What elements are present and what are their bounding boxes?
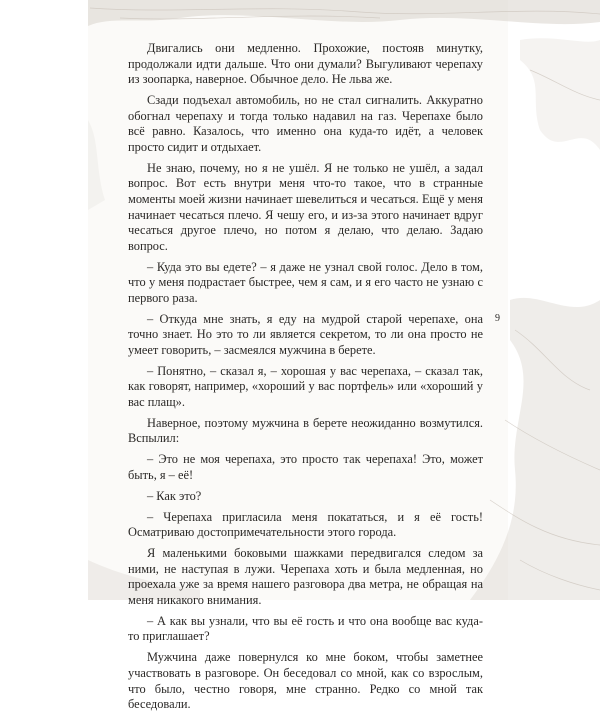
paragraph: – А как вы узнали, что вы её гость и что она вообще вас куда-то приглашает?	[128, 613, 483, 644]
paragraph: Я маленькими боковыми шажками передвигался следом за ними, не наступая в лужи. Черепаха хоть и была медленная, но проехала уже за время нашего разговора два метра, не обращая на меня никакого внимания.	[128, 546, 483, 607]
paragraph: – Куда это вы едете? – я даже не узнал свой голос. Дело в том, что у меня подрастает быстрее, чем я сам, и я его часто не узнаю с первого раза.	[128, 259, 483, 305]
paragraph: – Как это?	[147, 488, 202, 503]
paragraph: Мужчина даже повернулся ко мне боком, чтобы заметнее участвовать в разговоре. Он беседовал со мной, как со взрослым, что было, честно говоря, мне странно. Редко со мной так беседовали.	[128, 650, 483, 712]
paragraph: – Понятно, – сказал я, – хорошая у вас черепаха, – сказал так, как говорят, например, «хороший у вас портфель» или «хороший у вас плащ».	[128, 363, 483, 409]
paragraph: Двигались они медленно. Прохожие, постояв минутку, продолжали идти дальше. Что они думали? Выгуливают черепаху из зоопарка, наверное. Обычное дело. Не льва же.	[128, 41, 483, 87]
paragraph: Наверное, поэтому мужчина в берете неожиданно возмутился. Вспылил:	[128, 415, 483, 446]
text-column	[128, 41, 483, 718]
paragraph: – Черепаха пригласила меня покататься, и я её гость! Осматриваю достопримечательности этого города.	[128, 509, 483, 540]
paragraph: – Откуда мне знать, я еду на мудрой старой черепахе, она точно знает. Но это то ли является секретом, то ли она просто не умеет говорить, – засмеялся мужчина в берете.	[128, 311, 483, 357]
paragraph: Сзади подъехал автомобиль, но не стал сигналить. Аккуратно обогнал черепаху и тогда только надавил на газ. Черепахе было всё равно. Казалось, что именно она куда-то идёт, а человек просто сидит и отдыхает.	[128, 93, 483, 154]
paragraph: Не знаю, почему, но я не ушёл. Я не только не ушёл, а задал вопрос. Вот есть внутри меня что-то такое, что в странные моменты моей жизни начинает шевелиться и чесаться. Ещё у меня начинает чесаться плечо. Я чешу его, и из-за этого начинает вдруг чесаться другое плечо, но потом я делаю, что делаю. Задаю вопрос.	[128, 160, 483, 253]
paragraph: – Это не моя черепаха, это просто так черепаха! Это, может быть, я – её!	[128, 452, 483, 482]
page-number: 9	[495, 313, 500, 324]
